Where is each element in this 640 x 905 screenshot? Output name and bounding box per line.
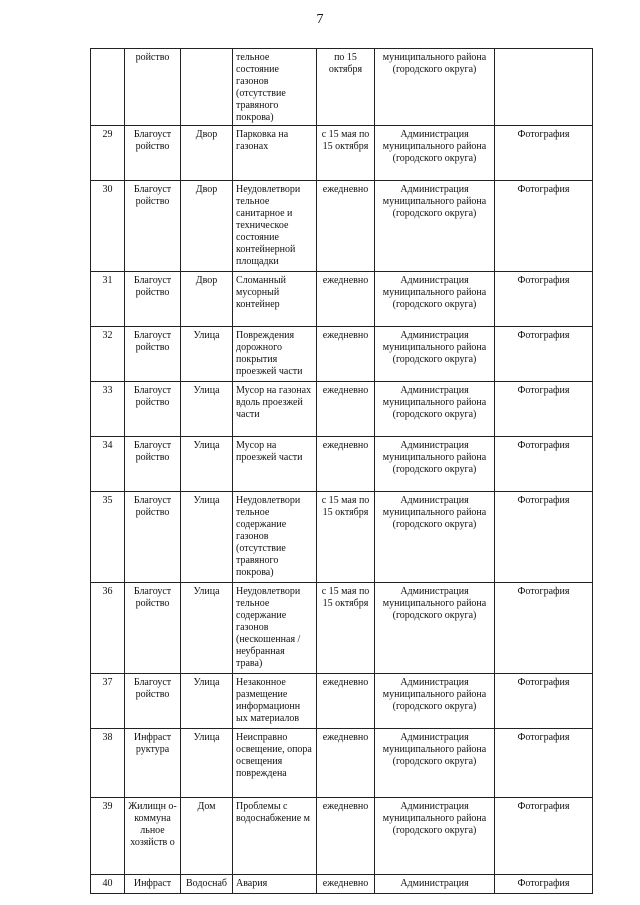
row-number: 31 bbox=[91, 272, 125, 327]
row-number: 35 bbox=[91, 492, 125, 583]
category-cell: Благоуст ройство bbox=[125, 583, 181, 674]
problem-cell: Незаконное размещение информационн ых материалов bbox=[233, 674, 317, 729]
row-number: 32 bbox=[91, 327, 125, 382]
problem-cell: Мусор на газонах вдоль проезжей части bbox=[233, 382, 317, 437]
table-row bbox=[91, 272, 593, 327]
term-cell: с 15 мая по 15 октября bbox=[317, 583, 375, 674]
category-cell: Благоуст ройство bbox=[125, 437, 181, 492]
category-cell: Жилищн о-коммуна льное хозяйств о bbox=[125, 798, 181, 875]
table-row bbox=[91, 327, 593, 382]
row-number: 37 bbox=[91, 674, 125, 729]
report-table bbox=[90, 48, 593, 894]
category-cell: Благоуст ройство bbox=[125, 181, 181, 272]
responsible-cell: Администрация муниципального района (городского округа) bbox=[375, 798, 495, 875]
object-cell: Улица bbox=[181, 583, 233, 674]
object-cell: Двор bbox=[181, 126, 233, 181]
object-cell: Дом bbox=[181, 798, 233, 875]
responsible-cell: Администрация муниципального района (городского округа) bbox=[375, 272, 495, 327]
row-number: 40 bbox=[91, 875, 125, 894]
object-cell: Улица bbox=[181, 492, 233, 583]
confirmation-cell: Фотография bbox=[495, 583, 593, 674]
category-cell: Благоуст ройство bbox=[125, 272, 181, 327]
category-cell: Благоуст ройство bbox=[125, 382, 181, 437]
confirmation-cell: Фотография bbox=[495, 126, 593, 181]
problem-cell: Неудовлетвори тельное санитарное и техническое состояние контейнерной площадки bbox=[233, 181, 317, 272]
problem-cell: Сломанный мусорный контейнер bbox=[233, 272, 317, 327]
confirmation-cell: Фотография bbox=[495, 674, 593, 729]
object-cell: Двор bbox=[181, 272, 233, 327]
table-row bbox=[91, 49, 593, 126]
row-number: 39 bbox=[91, 798, 125, 875]
responsible-cell: Администрация муниципального района (городского округа) bbox=[375, 492, 495, 583]
problem-cell: Неудовлетвори тельное содержание газонов (отсутствие травяного покрова) bbox=[233, 492, 317, 583]
category-cell: ройство bbox=[125, 49, 181, 126]
row-number bbox=[91, 49, 125, 126]
object-cell: Улица bbox=[181, 327, 233, 382]
term-cell: ежедневно bbox=[317, 729, 375, 798]
category-cell: Инфраст bbox=[125, 875, 181, 894]
table-row bbox=[91, 729, 593, 798]
table-row bbox=[91, 674, 593, 729]
object-cell bbox=[181, 49, 233, 126]
responsible-cell: Администрация муниципального района (городского округа) bbox=[375, 583, 495, 674]
confirmation-cell: Фотография bbox=[495, 875, 593, 894]
confirmation-cell bbox=[495, 49, 593, 126]
category-cell: Инфраст руктура bbox=[125, 729, 181, 798]
row-number: 29 bbox=[91, 126, 125, 181]
confirmation-cell: Фотография bbox=[495, 729, 593, 798]
term-cell: ежедневно bbox=[317, 437, 375, 492]
table-row bbox=[91, 798, 593, 875]
row-number: 36 bbox=[91, 583, 125, 674]
row-number: 34 bbox=[91, 437, 125, 492]
confirmation-cell: Фотография bbox=[495, 327, 593, 382]
table-row bbox=[91, 492, 593, 583]
confirmation-cell: Фотография bbox=[495, 382, 593, 437]
confirmation-cell: Фотография bbox=[495, 437, 593, 492]
problem-cell: Авария bbox=[233, 875, 317, 894]
table-row bbox=[91, 382, 593, 437]
category-cell: Благоуст ройство bbox=[125, 492, 181, 583]
object-cell: Улица bbox=[181, 382, 233, 437]
row-number: 33 bbox=[91, 382, 125, 437]
responsible-cell: Администрация муниципального района (городского округа) bbox=[375, 674, 495, 729]
object-cell: Улица bbox=[181, 437, 233, 492]
responsible-cell: Администрация муниципального района (городского округа) bbox=[375, 382, 495, 437]
problem-cell: Повреждения дорожного покрытия проезжей части bbox=[233, 327, 317, 382]
term-cell: ежедневно bbox=[317, 181, 375, 272]
responsible-cell: Администрация муниципального района (городского округа) bbox=[375, 437, 495, 492]
problem-cell: Проблемы с водоснабжение м bbox=[233, 798, 317, 875]
object-cell: Улица bbox=[181, 729, 233, 798]
confirmation-cell: Фотография bbox=[495, 272, 593, 327]
problem-cell: Неудовлетвори тельное содержание газонов (нескошенная /неубранная трава) bbox=[233, 583, 317, 674]
term-cell: ежедневно bbox=[317, 272, 375, 327]
object-cell: Водоснаб bbox=[181, 875, 233, 894]
table-row bbox=[91, 583, 593, 674]
confirmation-cell: Фотография bbox=[495, 492, 593, 583]
problem-cell: Мусор на проезжей части bbox=[233, 437, 317, 492]
object-cell: Улица bbox=[181, 674, 233, 729]
responsible-cell: Администрация муниципального района (городского округа) bbox=[375, 181, 495, 272]
table-row bbox=[91, 437, 593, 492]
category-cell: Благоуст ройство bbox=[125, 674, 181, 729]
responsible-cell: Администрация bbox=[375, 875, 495, 894]
confirmation-cell: Фотография bbox=[495, 798, 593, 875]
problem-cell: Неисправно освещение, опора освещения повреждена bbox=[233, 729, 317, 798]
term-cell: ежедневно bbox=[317, 875, 375, 894]
term-cell: ежедневно bbox=[317, 798, 375, 875]
term-cell: ежедневно bbox=[317, 327, 375, 382]
term-cell: с 15 мая по 15 октября bbox=[317, 126, 375, 181]
table-row bbox=[91, 126, 593, 181]
responsible-cell: Администрация муниципального района (городского округа) bbox=[375, 327, 495, 382]
page-number: 7 bbox=[316, 12, 324, 27]
table-row bbox=[91, 875, 593, 894]
problem-cell: Парковка на газонах bbox=[233, 126, 317, 181]
term-cell: ежедневно bbox=[317, 382, 375, 437]
confirmation-cell: Фотография bbox=[495, 181, 593, 272]
responsible-cell: муниципального района (городского округа) bbox=[375, 49, 495, 126]
row-number: 30 bbox=[91, 181, 125, 272]
table-row bbox=[91, 181, 593, 272]
term-cell: по 15 октября bbox=[317, 49, 375, 126]
responsible-cell: Администрация муниципального района (городского округа) bbox=[375, 729, 495, 798]
term-cell: с 15 мая по 15 октября bbox=[317, 492, 375, 583]
problem-cell: тельное состояние газонов (отсутствие травяного покрова) bbox=[233, 49, 317, 126]
responsible-cell: Администрация муниципального района (городского округа) bbox=[375, 126, 495, 181]
object-cell: Двор bbox=[181, 181, 233, 272]
category-cell: Благоуст ройство bbox=[125, 327, 181, 382]
row-number: 38 bbox=[91, 729, 125, 798]
term-cell: ежедневно bbox=[317, 674, 375, 729]
category-cell: Благоуст ройство bbox=[125, 126, 181, 181]
